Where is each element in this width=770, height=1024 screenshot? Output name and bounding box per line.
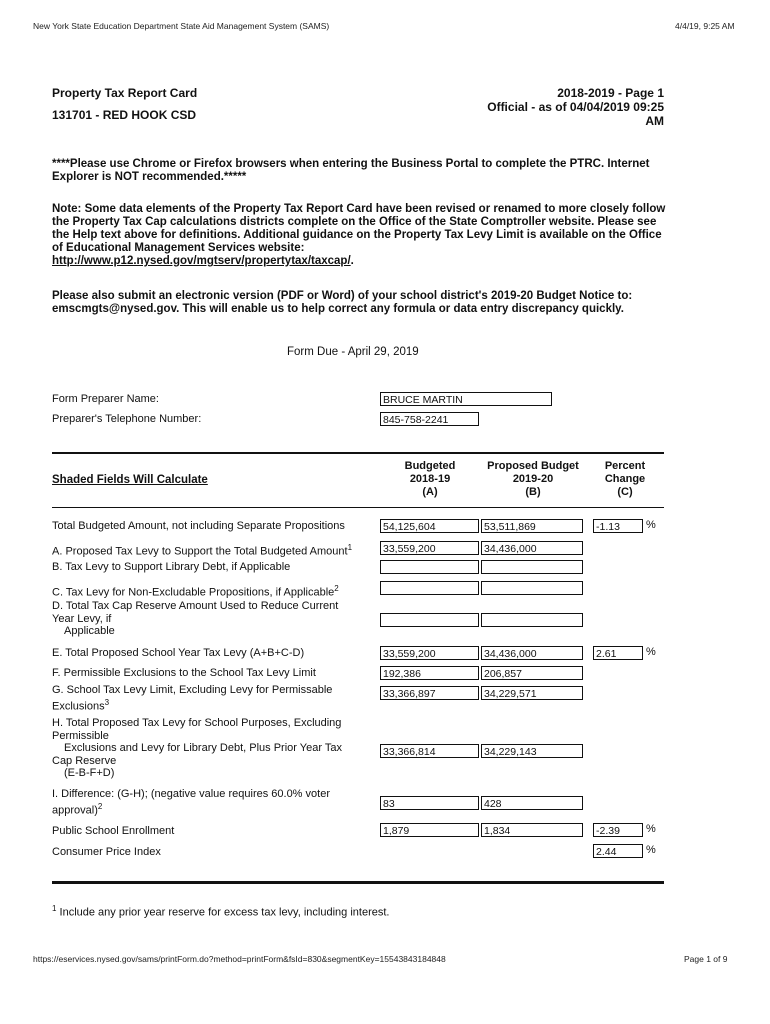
- row-g-line1: G. School Tax Levy Limit, Excluding Levy for Permissable: [52, 684, 333, 696]
- row-d-line3: Applicable: [64, 625, 115, 637]
- col-b-line2: 2019-20: [512, 473, 554, 485]
- reserve-2019-input[interactable]: [481, 613, 583, 627]
- footnote-number: 1: [52, 904, 57, 913]
- row-a-label: [52, 542, 382, 558]
- non-excludable-2019-input[interactable]: [481, 581, 583, 595]
- percent-sign: %: [646, 844, 656, 856]
- levy-limit-2019-input[interactable]: 34,229,571: [481, 686, 583, 700]
- reserve-2018-input[interactable]: [380, 613, 479, 627]
- row-h-label: [52, 717, 372, 780]
- preparer-phone-label: Preparer's Telephone Number:: [52, 413, 202, 425]
- footnote-ref: 3: [104, 697, 110, 707]
- browser-warning: ****Please use Chrome or Firefox browsers when entering the Business Portal to complete the PTRC. Internet Explorer is NOT recommended.*****: [52, 158, 650, 183]
- col-b-line1: Proposed Budget: [487, 460, 579, 472]
- col-a-line1: Budgeted: [404, 460, 456, 472]
- row-f-label: F. Permissible Exclusions to the School Tax Levy Limit: [52, 667, 316, 679]
- row-i-label: [52, 788, 372, 817]
- preparer-phone-input[interactable]: 845-758-2241: [380, 412, 479, 426]
- official-timestamp-suffix: AM: [645, 114, 664, 128]
- report-title: Property Tax Report Card: [52, 86, 198, 100]
- total-budget-2019-input[interactable]: 53,511,869: [481, 519, 583, 533]
- col-b-line3: (B): [525, 486, 541, 498]
- total-budget-2018-input[interactable]: 54,125,604: [380, 519, 479, 533]
- row-total-budget-label: Total Budgeted Amount, not including Separate Propositions: [52, 520, 345, 532]
- total-budget-change: -1.13: [593, 519, 643, 533]
- col-c-line2: Change: [604, 473, 646, 485]
- col-b-header: [479, 460, 587, 499]
- district-name: 131701 - RED HOOK CSD: [52, 108, 197, 122]
- row-b-label: B. Tax Levy to Support Library Debt, if Applicable: [52, 561, 291, 573]
- levy-2018-input[interactable]: 33,559,200: [380, 541, 479, 555]
- footnote-text: Include any prior year reserve for excess tax levy, including interest.: [59, 906, 390, 919]
- row-i-line2: approval): [52, 804, 98, 817]
- exclusions-2019-input[interactable]: 206,857: [481, 666, 583, 680]
- difference-2019: 428: [481, 796, 583, 810]
- row-h-line3: Exclusions and Levy for Library Debt, Plus Prior Year Tax: [64, 742, 342, 754]
- cpi-value: 2.44: [593, 844, 643, 858]
- row-g-label: [52, 684, 372, 713]
- page-label: 2018-2019 - Page 1: [557, 86, 664, 100]
- row-d-label: [52, 600, 372, 638]
- table-header-rule: [52, 507, 664, 508]
- total-levy-change: 2.61: [593, 646, 643, 660]
- levy-limit-2018-input[interactable]: 33,366,897: [380, 686, 479, 700]
- note-body: Note: Some data elements of the Property Tax Report Card have been revised or renamed to more closely follow the Property Tax Cap calculations districts complete on the Office of the State Comptroller website. Please see the Help text above for definitions. Additional guidance on the Property Tax Levy Limit is available on the Office of Educational Management Services website:: [52, 203, 666, 254]
- row-i-line2-wrap: [52, 801, 372, 817]
- print-footer-page: Page 1 of 9: [684, 954, 728, 964]
- row-cpi-label: Consumer Price Index: [52, 846, 161, 858]
- col-c-line1: Percent: [604, 460, 646, 472]
- row-c-text: C. Tax Levy for Non-Excludable Propositions, if Applicable: [52, 586, 335, 599]
- row-a-text: A. Proposed Tax Levy to Support the Total Budgeted Amount: [52, 545, 348, 558]
- difference-2018: 83: [380, 796, 479, 810]
- preparer-name-input[interactable]: BRUCE MARTIN: [380, 392, 552, 406]
- levy-excl-2019: 34,229,143: [481, 744, 583, 758]
- footnote: [52, 904, 389, 919]
- footnote-ref: 1: [347, 543, 353, 552]
- row-d-line1: D. Total Tax Cap Reserve Amount Used to Reduce Current: [52, 600, 339, 612]
- print-header-datetime: 4/4/19, 9:25 AM: [675, 21, 735, 31]
- footnote-ref: 2: [334, 584, 339, 593]
- row-h-line5: (E-B-F+D): [64, 767, 115, 779]
- row-i-line1: I. Difference: (G-H); (negative value requires 60.0% voter: [52, 788, 330, 800]
- enrollment-2018-input[interactable]: 1,879: [380, 823, 479, 837]
- row-g-line2-wrap: [52, 697, 372, 713]
- non-excludable-2018-input[interactable]: [380, 581, 479, 595]
- footnote-ref: 2: [97, 801, 103, 811]
- library-debt-2018-input[interactable]: [380, 560, 479, 574]
- enrollment-2019-input[interactable]: 1,834: [481, 823, 583, 837]
- col-a-line2: 2018-19: [409, 473, 451, 485]
- total-levy-2018: 33,559,200: [380, 646, 479, 660]
- row-e-label: E. Total Proposed School Year Tax Levy (A+B+C-D): [52, 647, 305, 659]
- percent-sign: %: [646, 823, 656, 835]
- col-a-line3: (A): [422, 486, 438, 498]
- percent-sign: %: [646, 646, 656, 658]
- exclusions-2018-input[interactable]: 192,386: [380, 666, 479, 680]
- row-g-line2: Exclusions: [52, 700, 105, 713]
- link-period: .: [350, 255, 354, 267]
- levy-2019-input[interactable]: 34,436,000: [481, 541, 583, 555]
- row-h-line2: Permissible: [52, 729, 109, 742]
- form-due: Form Due - April 29, 2019: [287, 346, 419, 358]
- tax-cap-link[interactable]: http://www.p12.nysed.gov/mgtserv/propertytax/taxcap/: [52, 255, 351, 267]
- note-text: [52, 203, 667, 268]
- print-footer-url: https://eservices.nysed.gov/sams/printForm.do?method=printForm&fsId=830&segmentKey=15543843184848: [33, 954, 446, 964]
- percent-sign: %: [646, 519, 656, 531]
- preparer-name-label: Form Preparer Name:: [52, 393, 159, 405]
- row-c-label: [52, 583, 382, 599]
- total-levy-2019: 34,436,000: [481, 646, 583, 660]
- col-c-header: [593, 460, 657, 499]
- row-h-line1: H. Total Proposed Tax Levy for School Purposes, Excluding: [52, 717, 342, 729]
- col-c-line3: (C): [617, 486, 633, 498]
- row-enrollment-label: Public School Enrollment: [52, 825, 175, 837]
- table-top-rule: [52, 452, 664, 454]
- row-h-line4: Cap Reserve: [52, 754, 117, 767]
- col-a-header: [385, 460, 475, 499]
- enrollment-change: -2.39: [593, 823, 643, 837]
- official-timestamp: Official - as of 04/04/2019 09:25: [487, 100, 664, 114]
- submit-notice: Please also submit an electronic version (PDF or Word) of your school district's 2019-20 Budget Notice to: emscmgts@nysed.gov. This will enable us to help correct any formula or data entry discrepancy quickly.: [52, 290, 633, 315]
- table-bottom-rule: [52, 881, 664, 884]
- print-header-title: New York State Education Department State Aid Management System (SAMS): [33, 21, 330, 31]
- row-d-line2: Year Levy, if: [52, 612, 112, 625]
- levy-excl-2018: 33,366,814: [380, 744, 479, 758]
- library-debt-2019-input[interactable]: [481, 560, 583, 574]
- shaded-fields-label: Shaded Fields Will Calculate: [52, 474, 208, 486]
